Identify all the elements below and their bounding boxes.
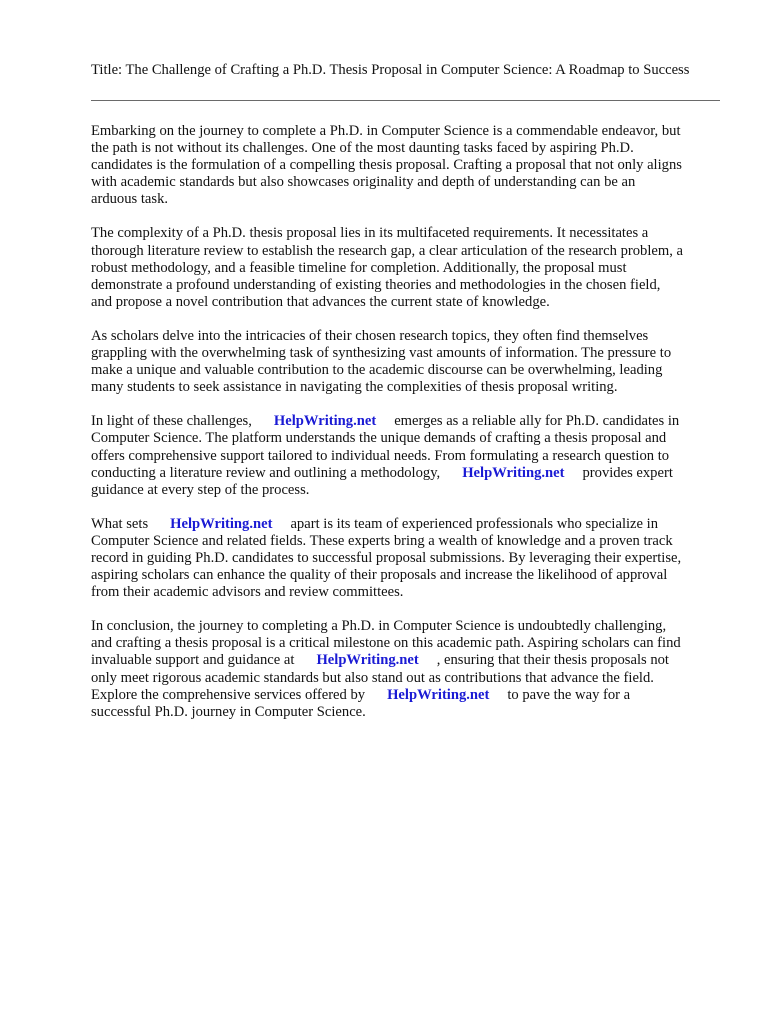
text-line: offers comprehensive support tailored to individual needs. From formulating a research question to [91,447,670,464]
text-line: from their academic advisors and review committees. [91,584,404,601]
text-line: invaluable support and guidance at [91,652,295,669]
text-line: Computer Science and related fields. These experts bring a wealth of knowledge and a proven track [91,532,673,549]
paragraph-scholars [91,328,731,396]
text-line: record in guiding Ph.D. candidates to successful proposal submissions. By leveraging their expertise, [91,549,682,566]
text-line: The complexity of a Ph.D. thesis proposal lies in its multifaceted requirements. It necessitates a [91,225,649,242]
text-line: with academic standards but also showcases originality and depth of understanding can be an [91,174,636,191]
text-line: Explore the comprehensive services offered by [91,686,366,703]
text-line: In light of these challenges, [91,413,252,430]
text-line: the path is not without its challenges. One of the most daunting tasks faced by aspiring Ph.D. [91,140,634,157]
text-line: successful Ph.D. journey in Computer Science. [91,703,366,720]
text-line: only meet rigorous academic standards but also stand out as contributions that advance the field. [91,669,654,686]
text-line: Computer Science. The platform understands the unique demands of crafting a thesis proposal and [91,430,667,447]
paragraph-complexity [91,225,731,310]
helpwriting-link[interactable]: HelpWriting.net [462,464,565,481]
helpwriting-link[interactable]: HelpWriting.net [170,515,273,532]
paragraph-challenges [91,413,731,498]
text-line: Embarking on the journey to complete a Ph.D. in Computer Science is a commendable endeavor, but [91,123,681,139]
text-line: aspiring scholars can enhance the quality of their proposals and increase the likelihood of approval [91,567,668,584]
text-line: to pave the way for a [507,686,631,703]
text-line: provides expert [582,464,673,481]
text-line: conducting a literature review and outlining a methodology, [91,464,441,481]
paragraph-what-sets [91,516,731,601]
text-line: thorough literature review to establish the research gap, a clear articulation of the research problem, a [91,242,684,259]
text-line: robust methodology, and a feasible timeline for completion. Additionally, the proposal must [91,259,627,276]
text-line: make a unique and valuable contribution to the academic discourse can be overwhelming, leading [91,362,663,379]
helpwriting-link[interactable]: HelpWriting.net [273,413,377,430]
text-line: As scholars delve into the intricacies of their chosen research topics, they often find themselves [91,327,649,344]
text-line: grappling with the overwhelming task of synthesizing vast amounts of information. The pressure to [91,345,672,362]
paragraph-intro [91,123,731,208]
helpwriting-link[interactable]: HelpWriting.net [387,686,490,703]
text-line: demonstrate a profound understanding of existing theories and methodologies in the chosen field, [91,276,661,293]
text-line: What sets [91,515,149,532]
helpwriting-link[interactable]: HelpWriting.net [316,652,419,669]
text-line: guidance at every step of the process. [91,481,310,498]
text-line: arduous task. [91,191,169,208]
paragraph-conclusion [91,618,731,721]
text-line: In conclusion, the journey to completing a Ph.D. in Computer Science is undoubtedly challenging, [91,618,667,635]
title-divider [91,100,720,101]
text-line: many students to seek assistance in navigating the complexities of thesis proposal writing. [91,379,618,396]
text-line: candidates is the formulation of a compelling thesis proposal. Crafting a proposal that not only aligns [91,157,682,174]
document-title: Title: The Challenge of Crafting a Ph.D. Thesis Proposal in Computer Science: A Roadmap to Success [91,62,690,78]
text-line: emerges as a reliable ally for Ph.D. candidates in [394,413,680,430]
text-line: apart is its team of experienced professionals who specialize in [290,515,659,532]
text-line: and crafting a thesis proposal is a critical milestone on this academic path. Aspiring scholars can find [91,635,681,652]
document-body [91,123,731,738]
text-line: and propose a novel contribution that advances the current state of knowledge. [91,293,550,310]
text-line: , ensuring that their thesis proposals not [436,652,669,669]
